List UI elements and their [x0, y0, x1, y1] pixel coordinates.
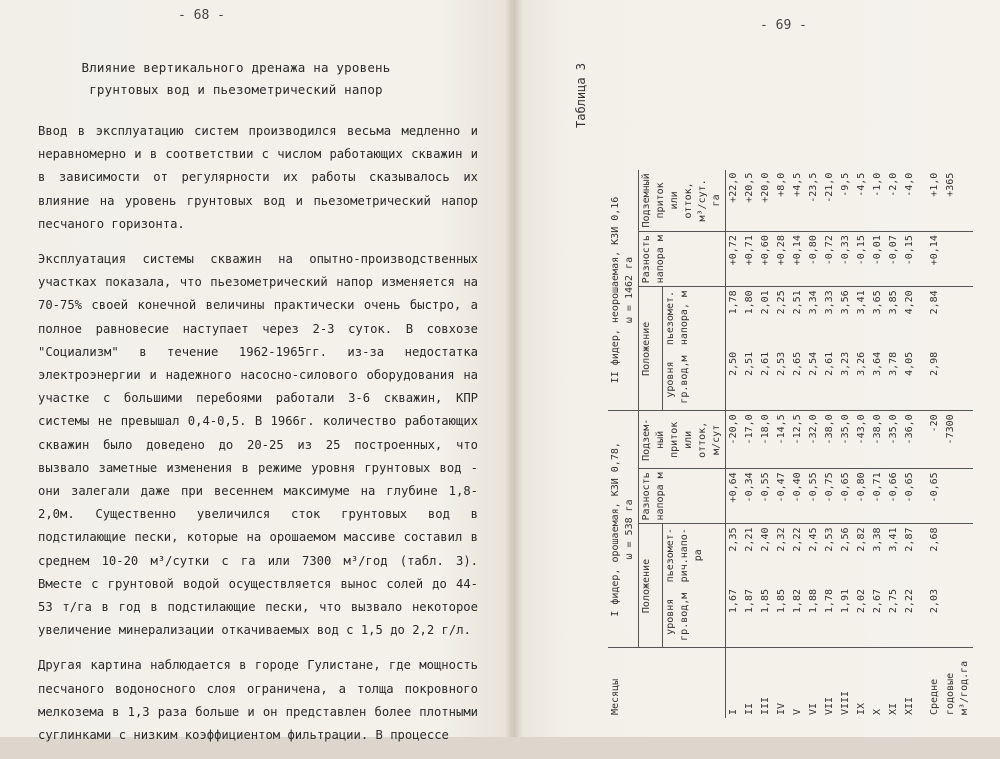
g1-flow-cell: -12,5 [790, 411, 806, 469]
g1-level-cell: 2,67 [870, 586, 886, 648]
g1-flow-cell: -17,0 [742, 411, 758, 469]
g1-piezo-cell: 2,56 [840, 527, 851, 552]
table-row [758, 170, 774, 718]
g1-diff-cell: -0,40 [790, 469, 806, 524]
g1-piezo-cell: 2,45 [808, 527, 819, 552]
g2-piezo-cell: 3,85 [888, 290, 899, 315]
g1-diff-cell: -0,34 [742, 469, 758, 524]
g2-level-cell: 2,51 [742, 349, 758, 411]
g1-piezo-cell: 2,32 [776, 527, 787, 552]
g2-piezo-cell: 3,56 [840, 290, 851, 315]
g2-piezo-cell: 2,25 [776, 290, 787, 315]
month-cell: III [760, 696, 771, 715]
table-row [742, 170, 758, 718]
header-diff-2: Разность напора м [639, 232, 726, 287]
g1-piezo-cell: 2,40 [760, 527, 771, 552]
header-months: Месяцы [608, 648, 726, 718]
g2-piezo-cell: 1,78 [728, 290, 739, 315]
month-cell: годовые м³/год.га [945, 660, 970, 715]
table-row [774, 170, 790, 718]
g2-level-cell: 2,53 [774, 349, 790, 411]
g1-piezo-cell: 2,35 [728, 527, 739, 552]
book-gutter [505, 0, 523, 737]
g1-diff-cell: -0,47 [774, 469, 790, 524]
g1-diff-cell: -0,55 [758, 469, 774, 524]
g1-diff-cell: -0,65 [838, 469, 854, 524]
g1-diff-cell: -0,75 [822, 469, 838, 524]
g2-level-cell: 3,64 [870, 349, 886, 411]
g1-flow-cell: -20,0 [726, 411, 743, 469]
group-2-area: ω = 1462 га [624, 256, 635, 324]
month-cell: Средне [929, 678, 940, 715]
g1-diff-cell: -0,65 [902, 469, 927, 524]
header-position-1: Положение [639, 524, 663, 648]
g1-piezo-cell: 2,53 [824, 527, 835, 552]
g2-diff-cell: -0,01 [870, 232, 886, 287]
table-row [838, 170, 854, 718]
g1-diff-cell: -0,71 [870, 469, 886, 524]
header-gw-level-1: уровня гр.вод,м [662, 586, 725, 648]
header-inflow-1: Подзем-ный приток или отток, м/сут [639, 411, 726, 469]
month-cell: XII [904, 696, 915, 715]
g1-diff-cell: -0,65 [927, 469, 943, 524]
month-cell: I [728, 708, 739, 715]
table-row [902, 170, 927, 718]
g2-level-cell [943, 349, 973, 411]
month-cell: IV [776, 702, 787, 715]
g2-level-cell: 2,61 [758, 349, 774, 411]
month-cell: X [872, 708, 883, 715]
g2-flow-cell: +22,0 [726, 170, 743, 232]
g2-flow-cell: +365 [943, 170, 973, 232]
group-1-title: I фидер, орошаемая, КЗИ 0,78, [610, 442, 621, 617]
table-caption: Таблица 3 [574, 62, 588, 128]
g2-flow-cell: +8,0 [774, 170, 790, 232]
table-row [822, 170, 838, 718]
month-cell: V [792, 708, 803, 715]
table-row [927, 170, 943, 718]
g2-piezo-cell: 2,01 [760, 290, 771, 315]
g2-flow-cell: +1,0 [927, 170, 943, 232]
g1-flow-cell: -36,0 [902, 411, 927, 469]
header-piezo-1: пьезомет-рич.напо-ра [662, 524, 725, 586]
g1-level-cell: 1,67 [726, 586, 743, 648]
table-row [870, 170, 886, 718]
table-header-position [639, 170, 663, 718]
g1-flow-cell: -38,0 [870, 411, 886, 469]
table-row [886, 170, 902, 718]
g1-level-cell: 1,78 [822, 586, 838, 648]
g2-diff-cell: -0,33 [838, 232, 854, 287]
g1-piezo-cell: 2,22 [792, 527, 803, 552]
table-row [943, 170, 973, 718]
header-position-2: Положение [639, 287, 663, 411]
g2-diff-cell: +0,14 [790, 232, 806, 287]
g2-level-cell: 2,50 [726, 349, 743, 411]
table-row [806, 170, 822, 718]
g1-level-cell: 2,03 [927, 586, 943, 648]
g1-flow-cell: -18,0 [758, 411, 774, 469]
g2-flow-cell: +20,0 [758, 170, 774, 232]
g1-piezo-cell: 2,68 [929, 527, 940, 552]
group-2-title: II фидер, неорошаемая, КЗИ 0,16 [610, 196, 621, 384]
g1-flow-cell: -20 [927, 411, 943, 469]
header-gw-level-2: уровня гр.вод,м [662, 349, 725, 411]
g1-piezo-cell: 3,38 [872, 527, 883, 552]
g2-diff-cell [943, 232, 973, 287]
g1-flow-cell: -7300 [943, 411, 973, 469]
g1-piezo-cell: 3,41 [888, 527, 899, 552]
g1-level-cell: 1,82 [790, 586, 806, 648]
paragraph-1: Ввод в эксплуатацию систем производился весьма медленно и неравномерно и в соответствии с числом работающих скважин и в зависимости от регулярности их работы сказывалось их влияние на уровень грунтовых вод и пьезометрический напор песчаного горизонта. [38, 124, 478, 231]
table-row [790, 170, 806, 718]
g1-flow-cell: -43,0 [854, 411, 870, 469]
g2-flow-cell: -4,0 [902, 170, 927, 232]
g1-level-cell: 1,91 [838, 586, 854, 648]
g2-diff-cell: +0,72 [726, 232, 743, 287]
g1-flow-cell: -32,0 [806, 411, 822, 469]
month-cell: VIII [840, 690, 851, 715]
g2-flow-cell: +20,5 [742, 170, 758, 232]
month-cell: XI [888, 702, 899, 715]
g2-flow-cell: +4,5 [790, 170, 806, 232]
g1-diff-cell: -0,80 [854, 469, 870, 524]
g1-level-cell: 2,75 [886, 586, 902, 648]
g1-piezo-cell: 2,21 [744, 527, 755, 552]
section-heading-line1: Влияние вертикального дренажа на уровень [81, 60, 391, 75]
g2-level-cell: 4,05 [902, 349, 927, 411]
g2-level-cell: 3,26 [854, 349, 870, 411]
g1-flow-cell: -35,0 [838, 411, 854, 469]
g2-piezo-cell [943, 287, 973, 349]
g1-flow-cell: -38,0 [822, 411, 838, 469]
page-number-right: - 69 - [760, 18, 807, 33]
month-cell: II [744, 702, 755, 715]
g2-level-cell: 2,61 [822, 349, 838, 411]
g2-diff-cell: -0,80 [806, 232, 822, 287]
g2-piezo-cell: 1,80 [744, 290, 755, 315]
g2-level-cell: 2,65 [790, 349, 806, 411]
g1-diff-cell: -0,55 [806, 469, 822, 524]
header-diff-1: Разность напора м [639, 469, 726, 524]
header-piezo-2: пьезомет. напора, м [662, 287, 725, 349]
g2-flow-cell: -1,0 [870, 170, 886, 232]
g2-diff-cell: +0,14 [927, 232, 943, 287]
paragraph-3: Другая картина наблюдается в городе Гулистане, где мощность песчаного водоносного слоя ограничена, а толща покровного мелкозема в 1,3 раза больше и он представлен более плотными суглинками с низким коэффициентом фильтрации. В процессе [38, 658, 478, 743]
g2-piezo-cell: 3,41 [856, 290, 867, 315]
g1-flow-cell: -35,0 [886, 411, 902, 469]
g1-level-cell [943, 586, 973, 648]
month-cell: VII [824, 696, 835, 715]
g2-level-cell: 3,23 [838, 349, 854, 411]
group-1-area: ω = 538 га [624, 499, 635, 560]
month-cell: IX [856, 702, 867, 715]
g2-piezo-cell: 3,33 [824, 290, 835, 315]
g1-piezo-cell [943, 524, 973, 586]
g2-piezo-cell: 2,51 [792, 290, 803, 315]
g2-diff-cell: -0,72 [822, 232, 838, 287]
g2-level-cell: 3,78 [886, 349, 902, 411]
g1-flow-cell: -14,5 [774, 411, 790, 469]
g1-level-cell: 1,87 [742, 586, 758, 648]
g1-diff-cell [943, 469, 973, 524]
g2-flow-cell: -4,5 [854, 170, 870, 232]
paragraph-2: Эксплуатация системы скважин на опытно-производственных участках показала, что пьезометрический напор изменяется на 70-75% своей конечной величины практически очень быстро, а полное равновесие наступает через 2-3 суток. В совхозе "Социализм" в течение 1962-1965гг. из-за недостатка электроэнергии и надежного насосно-силового оборудования на участке с большими перебоями работали 3-6 скважин, КПР системы не превышал 0,4-0,5. В 1966г. количество работающих скважин было доведено до 20-25 из 25 построенных, что вызвало заметные изменения в режиме уровня грунтовых вод - они залегали даже при весеннем максимуме на глубине 1,8-2,0м. Существенно увеличился сток грунтовых вод в подстилающие пески, которые на орошаемом массиве составил в среднем 10-20 м³/сутки с га или 7300 м³/год (табл. 3). Вместе с грунтовой водой осуществляется вынос солей до 44-53 т/га в год в подстилающие пески, что вызвало некоторое увеличение минерализации откачиваемых вод с 1,5 до 2,2 г/л. [38, 252, 478, 638]
section-heading-line2: грунтовых вод и пьезометрический напор [89, 82, 383, 97]
body-text [38, 120, 478, 759]
g1-piezo-cell: 2,82 [856, 527, 867, 552]
g2-diff-cell: +0,28 [774, 232, 790, 287]
header-inflow-2: Подземный приток или отток, м³/сут. га [639, 170, 726, 232]
g2-piezo-cell: 2,84 [929, 290, 940, 315]
g1-piezo-cell: 2,87 [904, 527, 915, 552]
g1-diff-cell: -0,66 [886, 469, 902, 524]
g2-flow-cell: -23,5 [806, 170, 822, 232]
g2-level-cell: 2,54 [806, 349, 822, 411]
g2-flow-cell: -2,0 [886, 170, 902, 232]
g2-diff-cell: -0,15 [854, 232, 870, 287]
g2-piezo-cell: 3,65 [872, 290, 883, 315]
table-header-groups [608, 170, 639, 718]
g2-flow-cell: -21,0 [822, 170, 838, 232]
g2-piezo-cell: 4,20 [904, 290, 915, 315]
g1-level-cell: 2,22 [902, 586, 927, 648]
g2-level-cell: 2,98 [927, 349, 943, 411]
g1-level-cell: 1,85 [758, 586, 774, 648]
g2-diff-cell: -0,15 [902, 232, 927, 287]
g2-piezo-cell: 3,34 [808, 290, 819, 315]
g1-diff-cell: +0,64 [726, 469, 743, 524]
table-3-region [568, 8, 998, 728]
table-row [726, 170, 743, 718]
header-group-1 [608, 411, 639, 648]
g1-level-cell: 2,02 [854, 586, 870, 648]
g1-level-cell: 1,88 [806, 586, 822, 648]
table-row [854, 170, 870, 718]
header-group-2 [608, 170, 639, 411]
data-table [608, 170, 973, 718]
month-cell: VI [808, 702, 819, 715]
g2-diff-cell: +0,71 [742, 232, 758, 287]
g1-level-cell: 1,85 [774, 586, 790, 648]
page-number-left: - 68 - [178, 8, 225, 23]
g2-diff-cell: -0,07 [886, 232, 902, 287]
rotated-table [568, 8, 998, 728]
g2-flow-cell: -9,5 [838, 170, 854, 232]
g2-diff-cell: +0,60 [758, 232, 774, 287]
